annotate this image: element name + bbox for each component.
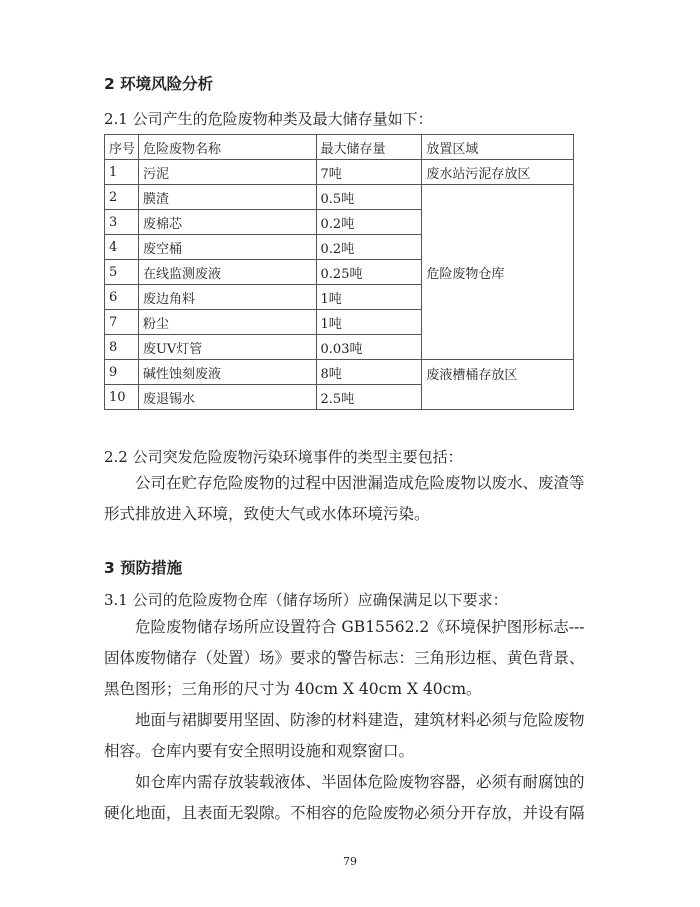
cell-name: 废空桶 <box>138 235 316 260</box>
paragraph: 地面与裙脚要用坚固、防渗的材料建造，建筑材料必须与危险废物相容。仓库内要有安全照明设施和观察窗口。 <box>104 711 585 760</box>
cell-no: 6 <box>105 285 139 310</box>
cell-no: 2 <box>105 185 139 210</box>
cell-name: 碱性蚀刻废液 <box>138 360 316 385</box>
cell-no: 9 <box>105 360 139 385</box>
table-row <box>105 160 574 185</box>
cell-no: 7 <box>105 310 139 335</box>
section-2-1-title: 2.1 公司产生的危险废物种类及最大储存量如下： <box>104 110 433 128</box>
cell-qty: 1吨 <box>316 285 422 310</box>
cell-area: 危险废物仓库 <box>422 185 574 360</box>
section-2-heading: 2 环境风险分析 <box>104 75 214 93</box>
section-3-1-title: 3.1 公司的危险废物仓库（储存场所）应确保满足以下要求： <box>104 591 508 609</box>
paragraph: 公司在贮存危险废物的过程中因泄漏造成危险废物以废水、废渣等形式排放进入环境，致使大气或水体环境污染。 <box>104 474 585 523</box>
table-row <box>105 185 574 210</box>
cell-name: 在线监测废液 <box>138 260 316 285</box>
cell-qty: 0.25吨 <box>316 260 422 285</box>
section-3-1-body <box>104 612 598 829</box>
cell-name: 废棉芯 <box>138 210 316 235</box>
section-3-heading: 3 预防措施 <box>104 559 183 577</box>
cell-no: 10 <box>105 385 139 410</box>
cell-name: 粉尘 <box>138 310 316 335</box>
cell-qty: 0.2吨 <box>316 210 422 235</box>
cell-qty: 0.03吨 <box>316 335 422 360</box>
header-area: 放置区域 <box>422 135 574 160</box>
cell-no: 4 <box>105 235 139 260</box>
cell-name: 废退锡水 <box>138 385 316 410</box>
paragraph: 危险废物储存场所应设置符合 GB15562.2《环境保护图形标志---固体废物储存（处置）场》要求的警告标志：三角形边框、黄色背景、黑色图形；三角形的尺寸为 40cm X 40cm X 40cm。 <box>104 618 585 698</box>
cell-area: 废液槽桶存放区 <box>422 360 574 410</box>
cell-no: 5 <box>105 260 139 285</box>
hazardous-waste-table <box>104 134 574 410</box>
table-header-row <box>105 135 574 160</box>
paragraph: 如仓库内需存放装载液体、半固体危险废物容器，必须有耐腐蚀的硬化地面，且表面无裂隙。不相容的危险废物必须分开存放，并设有隔 <box>104 773 585 822</box>
section-2-2-title: 2.2 公司突发危险废物污染环境事件的类型主要包括： <box>104 448 463 466</box>
header-name: 危险废物名称 <box>138 135 316 160</box>
cell-name: 污泥 <box>138 160 316 185</box>
cell-qty: 0.5吨 <box>316 185 422 210</box>
cell-name: 膜渣 <box>138 185 316 210</box>
cell-area: 废水站污泥存放区 <box>422 160 574 185</box>
cell-name: 废边角料 <box>138 285 316 310</box>
header-qty: 最大储存量 <box>316 135 422 160</box>
cell-no: 8 <box>105 335 139 360</box>
cell-name: 废UV灯管 <box>138 335 316 360</box>
cell-qty: 2.5吨 <box>316 385 422 410</box>
cell-no: 1 <box>105 160 139 185</box>
section-2-2-body <box>104 468 598 530</box>
table-row <box>105 360 574 385</box>
cell-qty: 0.2吨 <box>316 235 422 260</box>
cell-qty: 7吨 <box>316 160 422 185</box>
cell-qty: 8吨 <box>316 360 422 385</box>
cell-no: 3 <box>105 210 139 235</box>
page-number: 79 <box>343 855 357 868</box>
cell-qty: 1吨 <box>316 310 422 335</box>
header-no: 序号 <box>105 135 139 160</box>
